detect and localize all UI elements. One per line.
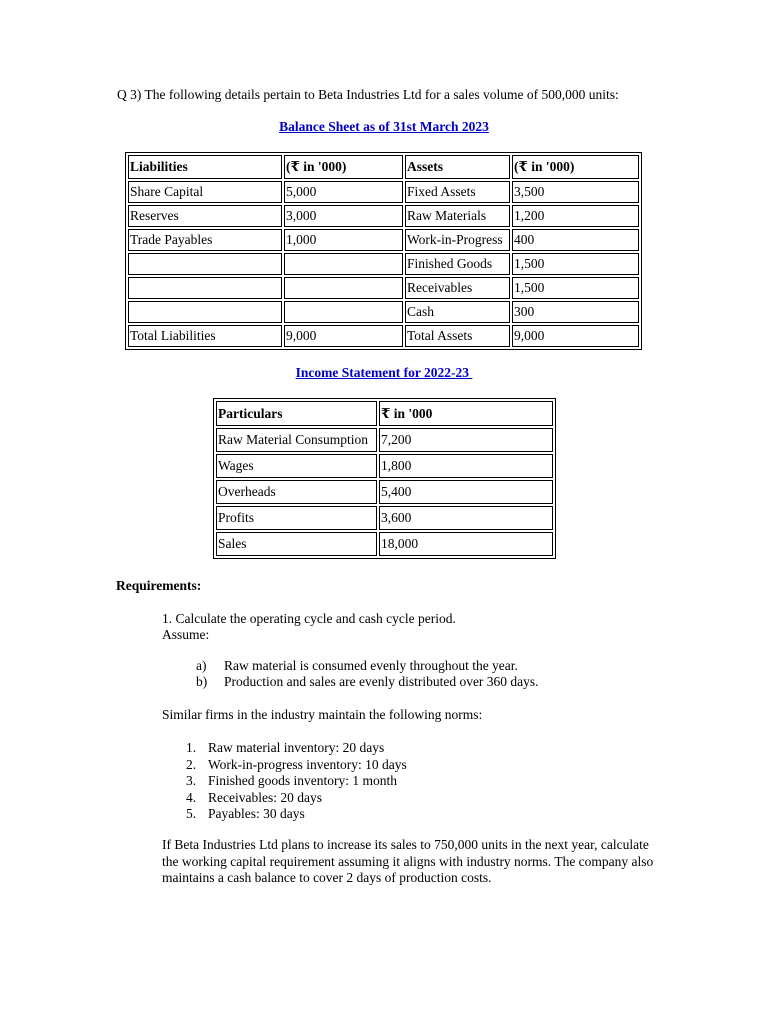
header-amount: ₹ in '000: [379, 401, 553, 426]
table-row: [216, 480, 553, 504]
table-row: [216, 454, 553, 478]
assumptions-list: [196, 658, 539, 690]
header-particulars: Particulars: [216, 401, 377, 426]
table-row: [216, 532, 553, 556]
table-cell: 1,800: [379, 454, 553, 478]
table-cell: 5,000: [284, 181, 403, 203]
table-cell: 3,000: [284, 205, 403, 227]
list-item: [196, 674, 539, 690]
table-row: [216, 428, 553, 452]
table-cell: 1,500: [512, 277, 639, 299]
list-marker: 3.: [186, 773, 197, 788]
table-cell: 18,000: [379, 532, 553, 556]
table-cell: 1,500: [512, 253, 639, 275]
table-cell: Total Assets: [405, 325, 510, 347]
list-item: [186, 757, 407, 774]
table-cell: Overheads: [216, 480, 377, 504]
table-cell: Raw Materials: [405, 205, 510, 227]
norms-list: [186, 740, 407, 823]
table-cell: [284, 253, 403, 275]
table-cell: Work-in-Progress: [405, 229, 510, 251]
table-row: [128, 229, 639, 251]
table-cell: Finished Goods: [405, 253, 510, 275]
list-item: [186, 790, 407, 807]
list-marker: 2.: [186, 756, 197, 772]
table-cell: 9,000: [284, 325, 403, 347]
header-liabilities: Liabilities: [128, 155, 282, 179]
table-cell: Wages: [216, 454, 377, 478]
table-cell: Trade Payables: [128, 229, 282, 251]
header-assets-amount: (₹ in '000): [512, 155, 639, 179]
table-row: [128, 301, 639, 323]
balance-sheet-title: Balance Sheet as of 31st March 2023: [279, 119, 489, 134]
requirements-title: Requirements:: [116, 578, 202, 593]
table-cell: Sales: [216, 532, 377, 556]
final-paragraph: If Beta Industries Ltd plans to increase its sales to 750,000 units in the next year, calculate the working capital requirement assuming it aligns with industry norms. The company also maintains a cash balance to cover 2 days of production costs.: [162, 837, 654, 885]
table-cell: 3,500: [512, 181, 639, 203]
list-marker: b): [196, 674, 208, 689]
table-cell: Total Liabilities: [128, 325, 282, 347]
list-item-text: Production and sales are evenly distributed over 360 days.: [224, 674, 539, 689]
list-marker: 5.: [186, 806, 197, 821]
table-cell: 9,000: [512, 325, 639, 347]
income-statement-title-text: Income Statement for 2022-23: [295, 365, 473, 380]
list-item-text: Finished goods inventory: 1 month: [208, 773, 397, 788]
table-row-total: [128, 325, 639, 347]
table-row: [128, 253, 639, 275]
table-cell: Reserves: [128, 205, 282, 227]
list-item: [186, 806, 407, 823]
question-text: Q 3) The following details pertain to Beta Industries Ltd for a sales volume of 500,000 units:: [117, 87, 619, 102]
table-row: [128, 181, 639, 203]
norms-intro: Similar firms in the industry maintain the following norms:: [162, 707, 483, 722]
table-cell: Receivables: [405, 277, 510, 299]
table-cell: [128, 253, 282, 275]
table-cell: 7,200: [379, 428, 553, 452]
table-row: [128, 277, 639, 299]
table-cell: 1,000: [284, 229, 403, 251]
table-cell: 3,600: [379, 506, 553, 530]
table-cell: 1,200: [512, 205, 639, 227]
list-item-text: Receivables: 20 days: [208, 789, 322, 805]
table-cell: [128, 277, 282, 299]
list-item: [196, 658, 539, 674]
list-item-text: Payables: 30 days: [208, 806, 305, 821]
table-cell: Share Capital: [128, 181, 282, 203]
income-statement-table: [213, 398, 556, 559]
requirement-item-1: 1. Calculate the operating cycle and cash cycle period.: [162, 611, 456, 626]
list-item-text: Raw material is consumed evenly throughout the year.: [224, 658, 518, 673]
table-cell: 300: [512, 301, 639, 323]
table-header-row: [216, 401, 553, 426]
table-cell: 400: [512, 229, 639, 251]
table-cell: Fixed Assets: [405, 181, 510, 203]
table-cell: 5,400: [379, 480, 553, 504]
table-cell: [284, 277, 403, 299]
header-liabilities-amount: (₹ in '000): [284, 155, 403, 179]
header-assets: Assets: [405, 155, 510, 179]
list-marker: 4.: [186, 789, 197, 805]
list-item: [186, 740, 407, 757]
table-row: [128, 205, 639, 227]
table-cell: [128, 301, 282, 323]
assume-label: Assume:: [162, 627, 210, 642]
list-item: [186, 773, 407, 790]
table-cell: Cash: [405, 301, 510, 323]
list-marker: 1.: [186, 740, 197, 755]
table-cell: Raw Material Consumption: [216, 428, 377, 452]
list-item-text: Raw material inventory: 20 days: [208, 740, 385, 755]
table-cell: Profits: [216, 506, 377, 530]
balance-sheet-table: [125, 152, 642, 350]
list-item-text: Work-in-progress inventory: 10 days: [208, 756, 407, 772]
table-row: [216, 506, 553, 530]
table-cell: [284, 301, 403, 323]
income-statement-title: [0, 365, 768, 381]
list-marker: a): [196, 658, 207, 673]
table-header-row: [128, 155, 639, 179]
